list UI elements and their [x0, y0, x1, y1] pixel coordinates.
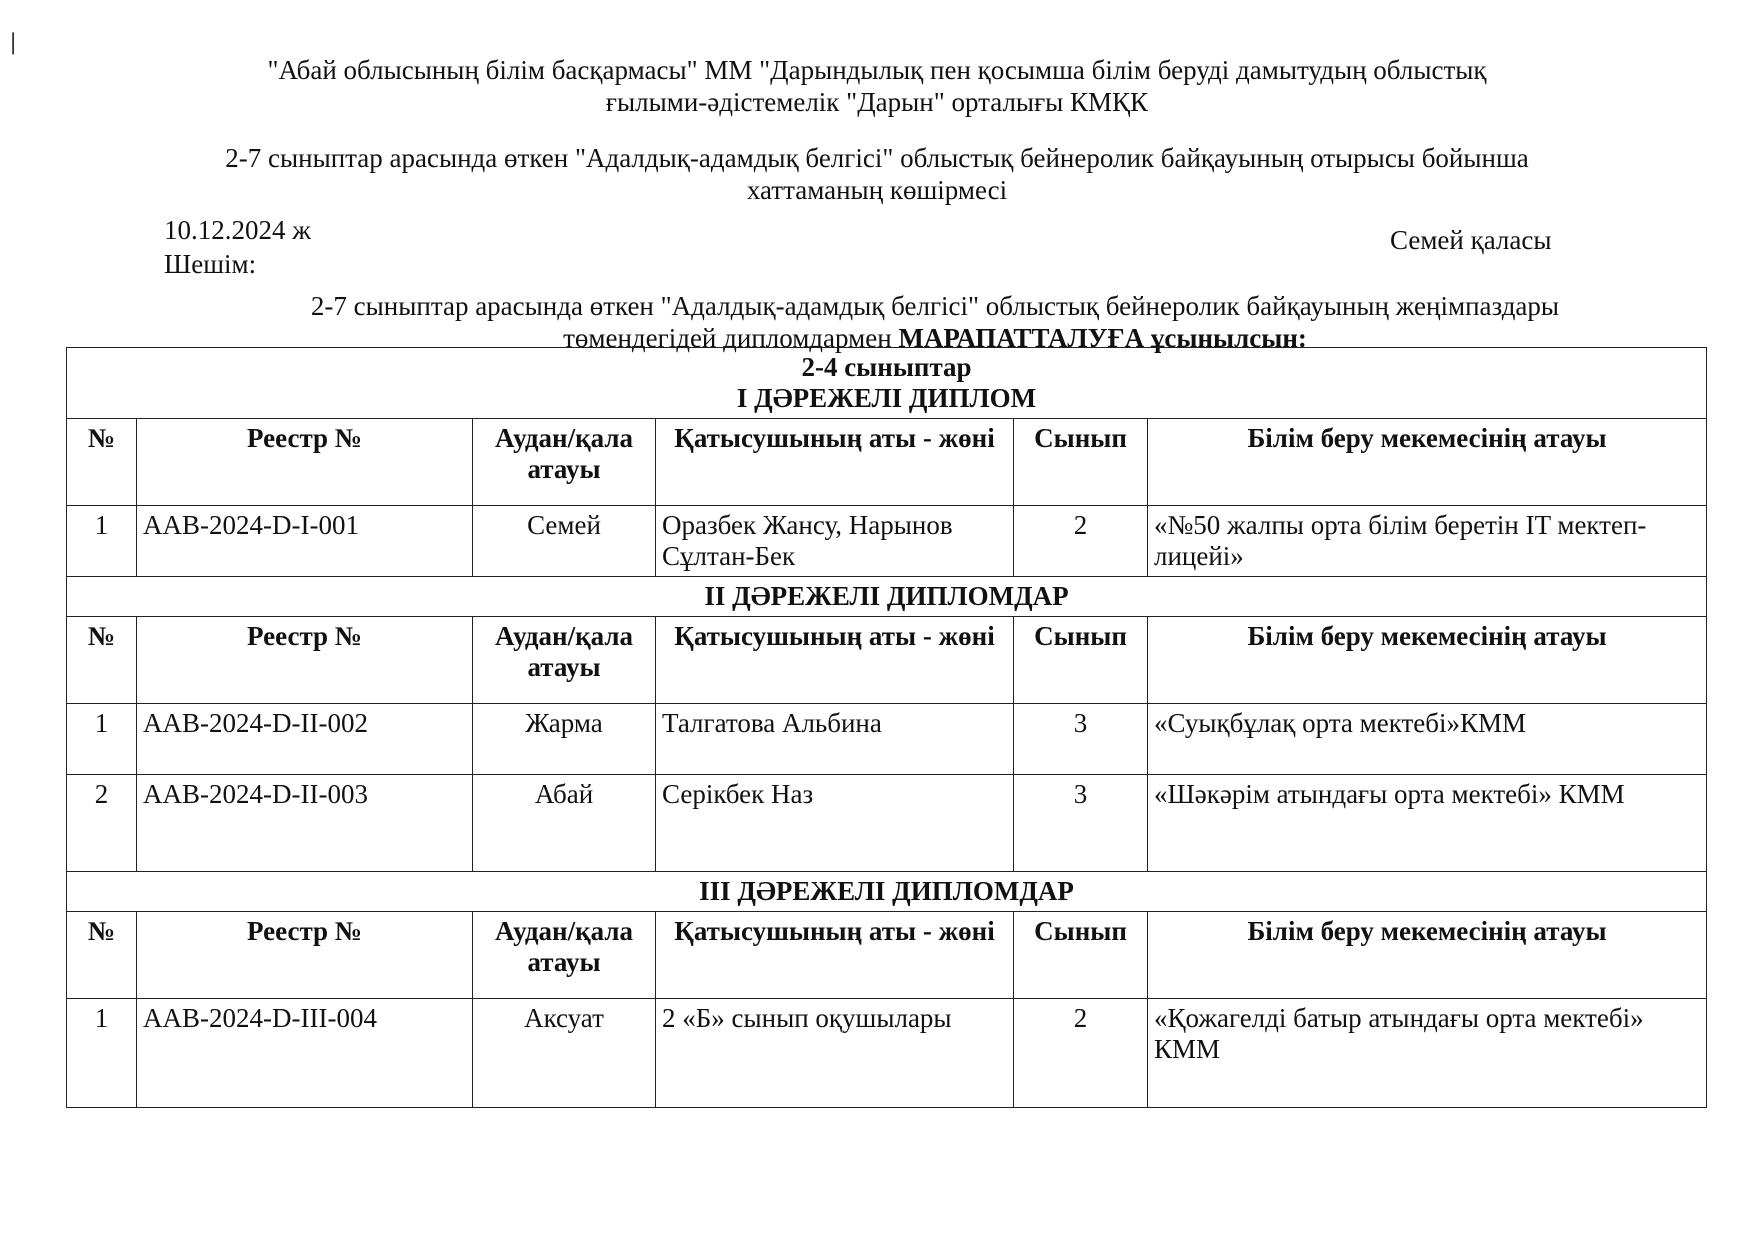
cell-grade: 3 [1014, 704, 1148, 775]
cell-num: 1 [67, 999, 137, 1108]
col-header-num: № [67, 419, 137, 506]
cell-school: «Суықбұлақ орта мектебі»КММ [1148, 704, 1707, 775]
organization-line-1: "Абай облысының білім басқармасы" ММ "Дарындылық пен қосымша білім беруді дамытудың облыстық [267, 55, 1487, 85]
cell-registry: AAB-2024-D-II-002 [137, 704, 473, 775]
col-header-district: Аудан/қала атауы [473, 419, 656, 506]
cell-participant: Талгатова Альбина [656, 704, 1014, 775]
col-header-participant: Қатысушының аты - жөні [656, 912, 1014, 999]
awards-table [66, 347, 1707, 1108]
document-title-line-2: хаттаманың көшірмесі [746, 175, 1008, 205]
group-header-row [67, 348, 1707, 419]
section-header-row [67, 577, 1707, 617]
cell-district: Жарма [473, 704, 656, 775]
cell-grade: 3 [1014, 775, 1148, 872]
document-title-line-1: 2-7 сыныптар арасында өткен "Адалдық-адамдық белгісі" облыстық бейнеролик байқауының отырысы бойынша [225, 143, 1529, 173]
section-title-3: III ДӘРЕЖЕЛІ ДИПЛОМДАР [67, 872, 1707, 912]
col-header-grade: Сынып [1014, 912, 1148, 999]
document-date: 10.12.2024 ж [164, 215, 311, 245]
group-title-cell [67, 348, 1707, 419]
cell-registry: AAB-2024-D-III-004 [137, 999, 473, 1108]
col-header-num: № [67, 617, 137, 704]
section-title-2: II ДӘРЕЖЕЛІ ДИПЛОМДАР [67, 577, 1707, 617]
col-header-num: № [67, 912, 137, 999]
table-row [67, 506, 1707, 577]
col-header-district: Аудан/қала атауы [473, 617, 656, 704]
col-header-school: Білім беру мекемесінің атауы [1148, 617, 1707, 704]
table-row [67, 704, 1707, 775]
section-title-1: I ДӘРЕЖЕЛІ ДИПЛОМ [736, 383, 1037, 413]
cell-participant: Серікбек Наз [656, 775, 1014, 872]
cell-participant: 2 «Б» сынып оқушылары [656, 999, 1014, 1108]
cell-school: «Қожагелді батыр атындағы орта мектебі» КММ [1148, 999, 1707, 1108]
decision-bold: МАРАПАТТАЛУҒА [898, 323, 1145, 353]
cell-registry: AAB-2024-D-II-003 [137, 775, 473, 872]
col-header-district: Аудан/қала атауы [473, 912, 656, 999]
col-header-school: Білім беру мекемесінің атауы [1148, 912, 1707, 999]
scan-artifact: ❘ [4, 30, 23, 55]
cell-district: Семей [473, 506, 656, 577]
col-header-participant: Қатысушының аты - жөні [656, 617, 1014, 704]
column-header-row [67, 912, 1707, 999]
cell-num: 1 [67, 704, 137, 775]
cell-district: Аксуат [473, 999, 656, 1108]
col-header-school: Білім беру мекемесінің атауы [1148, 419, 1707, 506]
decision-body: 2-7 сыныптар арасында өткен "Адалдық-адамдық белгісі" облыстық бейнеролик байқауының жеңімпаздары төмендегідей дипломдармен [310, 291, 1560, 353]
section-header-row [67, 872, 1707, 912]
col-header-registry: Реестр № [137, 419, 473, 506]
col-header-registry: Реестр № [137, 617, 473, 704]
cell-school: «№50 жалпы орта білім беретін IT мектеп-лицейі» [1148, 506, 1707, 577]
cell-participant: Оразбек Жансу, Нарынов Сұлтан-Бек [656, 506, 1014, 577]
cell-num: 2 [67, 775, 137, 872]
column-header-row [67, 617, 1707, 704]
table-row [67, 999, 1707, 1108]
cell-grade: 2 [1014, 506, 1148, 577]
column-header-row [67, 419, 1707, 506]
col-header-registry: Реестр № [137, 912, 473, 999]
table-row [67, 775, 1707, 872]
decision-text [240, 290, 1630, 354]
col-header-participant: Қатысушының аты - жөні [656, 419, 1014, 506]
cell-school: «Шәкәрім атындағы орта мектебі» КММ [1148, 775, 1707, 872]
decision-label: Шешім: [164, 249, 257, 279]
cell-district: Абай [473, 775, 656, 872]
decision-tail: ұсынылсын: [1150, 323, 1307, 353]
cell-num: 1 [67, 506, 137, 577]
group-title: 2-4 сыныптар [801, 352, 972, 382]
document-city: Семей қаласы [1390, 225, 1552, 255]
organization-line-2: ғылыми-әдістемелік "Дарын" орталығы КМҚК [605, 87, 1149, 117]
cell-grade: 2 [1014, 999, 1148, 1108]
cell-registry: AAB-2024-D-I-001 [137, 506, 473, 577]
col-header-grade: Сынып [1014, 419, 1148, 506]
col-header-grade: Сынып [1014, 617, 1148, 704]
